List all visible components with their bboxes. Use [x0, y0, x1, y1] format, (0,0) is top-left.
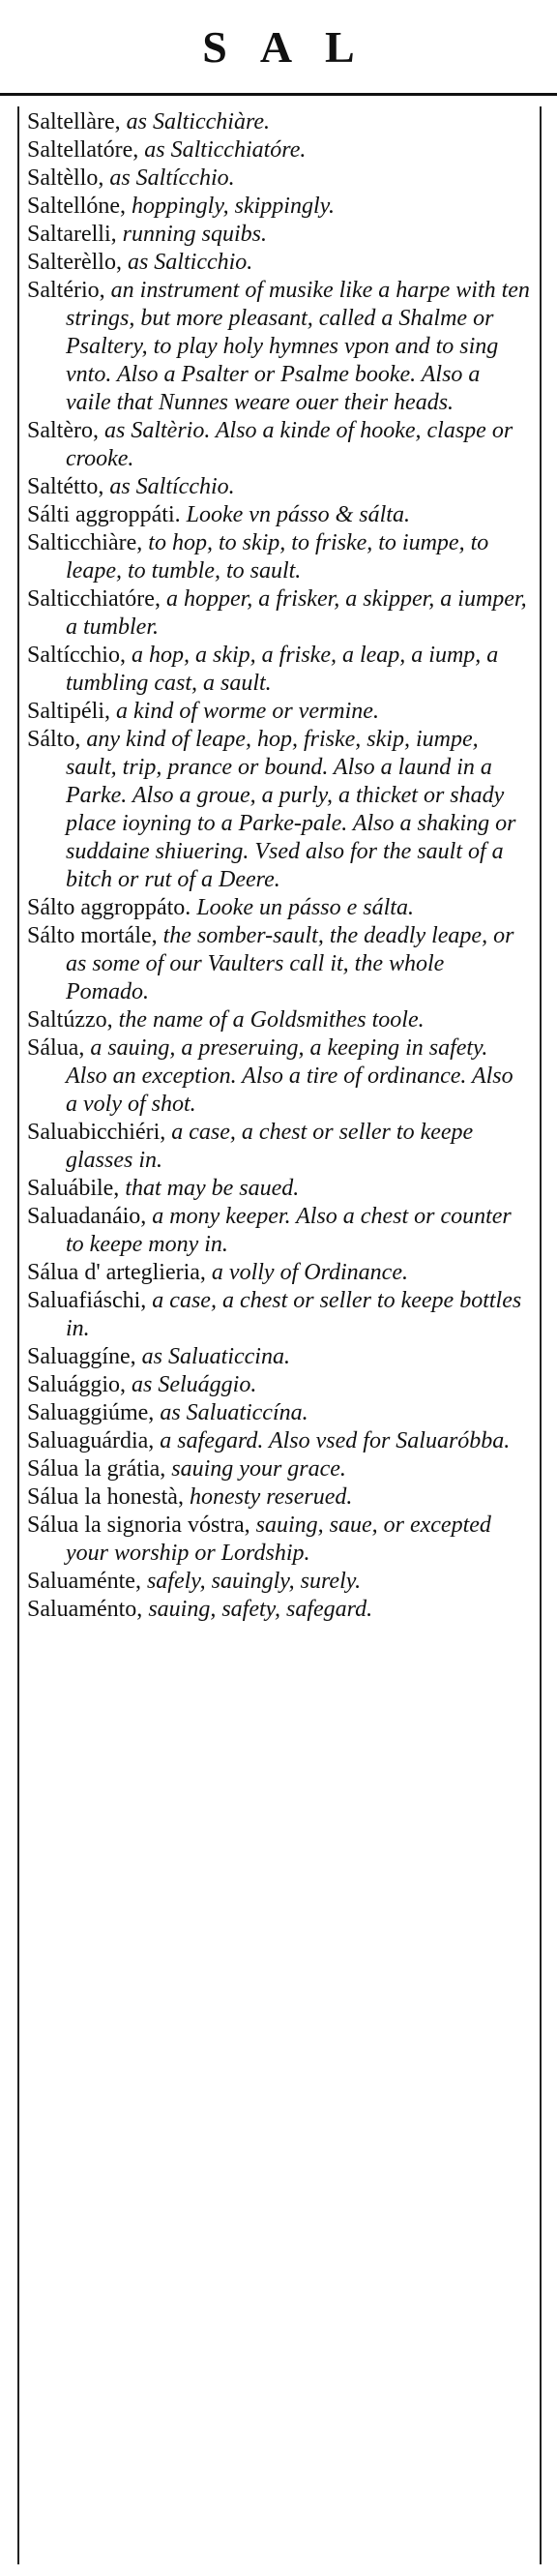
dictionary-entry — [27, 726, 530, 894]
dictionary-entry — [27, 501, 530, 529]
entry-definition: as Salticchiatóre. — [144, 137, 307, 163]
dictionary-entry — [27, 417, 530, 473]
dictionary-entry — [27, 1287, 530, 1343]
entry-definition: a volly of Ordinance. — [211, 1260, 408, 1285]
page-header — [0, 0, 557, 93]
entry-definition: as Salticchiàre. — [126, 109, 271, 135]
entry-headword: Sálua la honestà, — [27, 1484, 190, 1510]
dictionary-entry — [27, 473, 530, 501]
entry-definition: a case, a chest or seller to keepe bottles in. — [66, 1288, 522, 1341]
entry-headword: Saltétto, — [27, 474, 110, 499]
dictionary-entry — [27, 1483, 530, 1512]
entry-headword: Saluaguárdia, — [27, 1428, 161, 1453]
entry-headword: Salterèllo, — [27, 250, 128, 275]
dictionary-entry — [27, 1034, 530, 1119]
dictionary-entry — [27, 1119, 530, 1175]
entry-headword: Saluággio, — [27, 1372, 132, 1397]
entry-headword: Saluafiáschi, — [27, 1288, 153, 1313]
entry-headword: Saltèro, — [27, 418, 104, 443]
entry-headword: Sálua, — [27, 1035, 91, 1061]
dictionary-entry — [27, 1399, 530, 1427]
entry-headword: Sálua la grátia, — [27, 1456, 172, 1482]
entry-definition: honesty reserued. — [189, 1484, 353, 1510]
dictionary-entry — [27, 136, 530, 165]
entry-definition: sauing, saue, or excepted your worship or Lordship. — [66, 1513, 491, 1566]
entry-headword: Saltarelli, — [27, 222, 123, 247]
entry-definition: a sauing, a preseruing, a keeping in safety. Also an exception. Also a tire of ordinance. Also a voly of shot. — [66, 1035, 513, 1117]
dictionary-entry — [27, 1427, 530, 1455]
entry-headword: Saluaggiúme, — [27, 1400, 161, 1425]
dictionary-entry — [27, 1006, 530, 1034]
entry-definition: the somber-sault, the deadly leape, or as some of our Vaulters call it, the whole Pomado. — [66, 923, 514, 1004]
entry-definition: as Seluággio. — [132, 1372, 257, 1397]
dictionary-entry — [27, 698, 530, 726]
entry-definition: an instrument of musike like a harpe with ten strings, but more pleasant, called a Shalme or Psaltery, to play holy hymnes vpon and to sing vnto. Also a Psalter or Psalme booke. Also a vaile that Nunnes weare ouer their heads. — [66, 278, 530, 415]
entry-headword: Saltellàre, — [27, 109, 127, 135]
dictionary-entry — [27, 249, 530, 277]
entry-headword: Saluadanáio, — [27, 1204, 153, 1229]
dictionary-entry — [27, 193, 530, 221]
entry-definition: running squibs. — [122, 222, 267, 247]
dictionary-entry — [27, 1343, 530, 1371]
dictionary-entry — [27, 529, 530, 585]
entry-definition: a mony keeper. Also a chest or counter to keepe mony in. — [66, 1204, 512, 1257]
dictionary-entry — [27, 1568, 530, 1596]
dictionary-entry — [27, 585, 530, 642]
entry-headword: Salticchiàre, — [27, 530, 149, 555]
entry-definition: Looke vn pásso & sálta. — [186, 502, 410, 527]
dictionary-entry — [27, 1175, 530, 1203]
entry-definition: sauing, safety, safegard. — [148, 1597, 373, 1622]
entry-headword: Salticchiatóre, — [27, 586, 166, 612]
entry-definition: as Saluaticcina. — [141, 1344, 290, 1369]
entry-definition: a hopper, a frisker, a skipper, a iumper, a tumbler. — [66, 586, 527, 640]
dictionary-entry — [27, 922, 530, 1006]
dictionary-entry — [27, 1596, 530, 1624]
column-rule-right — [540, 106, 542, 2564]
entry-headword: Saluaggíne, — [27, 1344, 142, 1369]
entry-definition: sauing your grace. — [171, 1456, 346, 1482]
entry-headword: Saltério, — [27, 278, 111, 303]
entry-headword: Sálto aggroppáto. — [27, 895, 197, 920]
entry-definition: as Saltícchio. — [109, 165, 235, 191]
column-rule-left — [17, 106, 19, 2564]
dictionary-entry — [27, 108, 530, 136]
entry-definition: the name of a Goldsmithes toole. — [118, 1007, 425, 1033]
entry-definition: a kind of worme or vermine. — [116, 699, 379, 724]
entry-headword: Saltícchio, — [27, 643, 132, 668]
entry-headword: Sálua d' arteglieria, — [27, 1260, 212, 1285]
running-head: SAL — [202, 22, 388, 72]
entry-definition: that may be saued. — [125, 1176, 300, 1201]
dictionary-entry — [27, 1512, 530, 1568]
entry-headword: Saluabicchiéri, — [27, 1120, 172, 1145]
entry-definition: hoppingly, skippingly. — [131, 194, 335, 219]
dictionary-entry — [27, 894, 530, 922]
entry-headword: Saltellóne, — [27, 194, 132, 219]
dictionary-entry — [27, 1203, 530, 1259]
dictionary-entry — [27, 221, 530, 249]
entry-headword: Saluaménto, — [27, 1597, 149, 1622]
entry-definition: a case, a chest or seller to keepe glasses in. — [66, 1120, 474, 1173]
entry-definition: as Saltícchio. — [109, 474, 235, 499]
dictionary-entry — [27, 642, 530, 698]
entry-definition: a safegard. Also vsed for Saluaróbba. — [160, 1428, 511, 1453]
header-rule — [0, 93, 557, 96]
dictionary-entry — [27, 277, 530, 417]
entry-definition: safely, sauingly, surely. — [146, 1569, 362, 1594]
entry-headword: Saltipéli, — [27, 699, 116, 724]
dictionary-entry — [27, 165, 530, 193]
entry-definition: as Saltèrio. Also a kinde of hooke, claspe or crooke. — [66, 418, 513, 471]
entry-headword: Saltúzzo, — [27, 1007, 119, 1033]
entry-definition: as Salticchio. — [127, 250, 253, 275]
entry-definition: Looke un pásso e sálta. — [196, 895, 414, 920]
entry-list — [27, 108, 530, 1624]
entry-definition: as Saluaticcína. — [160, 1400, 308, 1425]
entry-headword: Sálti aggroppáti. — [27, 502, 187, 527]
entry-definition: a hop, a skip, a friske, a leap, a iump, a tumbling cast, a sault. — [66, 643, 499, 696]
entry-definition: to hop, to skip, to friske, to iumpe, to leape, to tumble, to sault. — [66, 530, 489, 584]
entry-headword: Saluaménte, — [27, 1569, 147, 1594]
entry-headword: Sálua la signoria vóstra, — [27, 1513, 256, 1538]
entry-headword: Saltèllo, — [27, 165, 110, 191]
dictionary-entry — [27, 1259, 530, 1287]
entry-headword: Sálto mortále, — [27, 923, 163, 948]
entry-headword: Saluábile, — [27, 1176, 126, 1201]
entry-headword: Sálto, — [27, 727, 87, 752]
entry-definition: any kind of leape, hop, friske, skip, iumpe, sault, trip, prance or bound. Also a laund in a Parke. Also a groue, a purly, a thicket or shady place ioyning to a Parke-pale. Also a shaking or suddaine shiuering. Vsed also for the sault of a bitch or rut of a Deere. — [66, 727, 516, 892]
dictionary-entry — [27, 1455, 530, 1483]
dictionary-entry — [27, 1371, 530, 1399]
entry-headword: Saltellatóre, — [27, 137, 145, 163]
